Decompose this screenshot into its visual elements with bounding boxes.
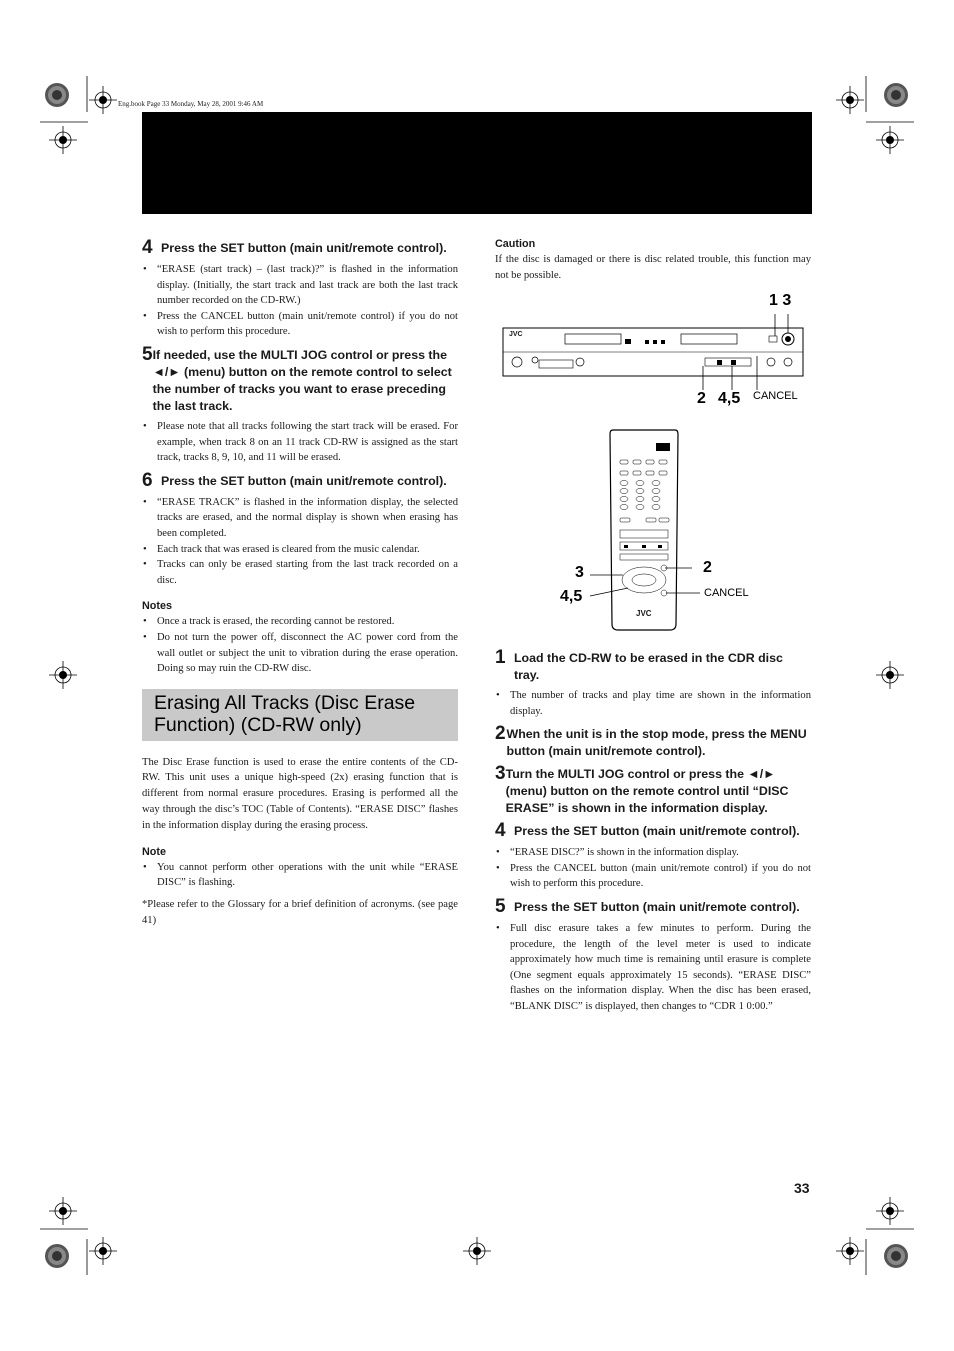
- step-number: 5: [142, 343, 153, 365]
- callout-step-2-remote: 2: [703, 559, 712, 576]
- caution-text: If the disc is damaged or there is disc related trouble, this function may not be possible.: [495, 254, 811, 281]
- remote-illustration: [560, 428, 760, 633]
- list-item: • The number of tracks and play time are shown in the information display.: [495, 688, 811, 719]
- list-item: • Full disc erasure takes a few minutes to perform. During the procedure, the length of the level meter is used to indicate approximately how much time is remaining until erasure is complete (One segment equals approximately 15 seconds). “ERASE DISC” flashes on the information display. When the disc has been erased, “BLANK DISC” is displayed, then changes to “CDR 1 0:00.”: [495, 921, 811, 1015]
- step-5-bullets: [142, 419, 458, 466]
- step-3-right: [495, 764, 811, 817]
- step-title: Press the SET button (main unit/remote control).: [161, 473, 447, 488]
- unit-brand-logo: JVC: [509, 331, 523, 338]
- note-list: [142, 860, 458, 891]
- step-4-right-bullets: [495, 845, 811, 892]
- page-header-band: [142, 112, 812, 214]
- step-title: Load the CD-RW to be erased in the CDR disc tray.: [513, 651, 783, 682]
- section-title-box: [142, 689, 458, 741]
- step-1-right: [495, 648, 811, 684]
- glossary-paragraph: *Please refer to the Glossary for a brief definition of acronyms. (see page 41): [142, 898, 458, 926]
- notes-list: [142, 614, 458, 676]
- list-item: • Press the CANCEL button (main unit/remote control) if you do not wish to perform this procedure.: [495, 861, 811, 892]
- step-5-right: [495, 897, 811, 917]
- right-column: [495, 238, 811, 284]
- section-title-line-2: Function) (CD-RW only): [154, 713, 362, 736]
- step-2-right: [495, 724, 811, 760]
- step-title: Turn the MULTI JOG control or press the ◄/► (menu) button on the remote control until “DISC ERASE” is shown in the information display.: [505, 767, 789, 816]
- step-number: 6: [142, 469, 153, 491]
- step-4-left: [142, 238, 458, 258]
- step-number: 2: [495, 723, 506, 745]
- step-number: 3: [495, 763, 506, 785]
- step-5-left: [142, 345, 458, 415]
- note-heading: Note: [142, 845, 166, 858]
- list-item: • You cannot perform other operations with the unit while “ERASE DISC” is flashing.: [142, 860, 458, 891]
- callout-step-3: 3: [575, 564, 584, 581]
- left-column: [142, 236, 458, 928]
- list-item: • Once a track is erased, the recording cannot be restored.: [142, 614, 458, 630]
- step-title: If needed, use the MULTI JOG control or press the ◄/► (menu) button on the remote control to select the number of tracks you want to erase preceding the last track.: [152, 347, 452, 413]
- remote-brand-logo: JVC: [636, 609, 652, 618]
- callout-steps-1-3: 1 3: [769, 292, 792, 309]
- step-4-right: [495, 821, 811, 841]
- step-1-bullets: [495, 688, 811, 719]
- step-title: When the unit is in the stop mode, press the MENU button (main unit/remote control).: [506, 727, 807, 759]
- list-item: • Please note that all tracks following the start track will be erased. For example, when track 8 on an 11 track CD-RW is assigned as the start track, tracks 8, 9, 10, and 11 will be erased.: [142, 419, 458, 466]
- list-item: • Do not turn the power off, disconnect the AC power cord from the wall outlet or subject the unit to vibration during the erase operation. Doing so may ruin the CD-RW disc.: [142, 630, 458, 677]
- step-number: 4: [495, 820, 506, 842]
- intro-paragraph: The Disc Erase function is used to erase the entire contents of the CD-RW. This unit uses a unique high-speed (2x) erasing function that is different from normal erasure procedures. Erasing is performed all the way through the disc’s TOC (Table of Contents). “ERASE DISC” flashes in the information display during the erasing process.: [142, 756, 458, 831]
- remote-figure: [560, 428, 760, 633]
- list-item: • Press the CANCEL button (main unit/remote control) if you do not wish to perform this procedure.: [142, 309, 458, 340]
- right-column-steps: [495, 646, 811, 1020]
- step-number: 1: [495, 647, 506, 668]
- step-4-bullets: [142, 262, 458, 340]
- step-title: Press the SET button (main unit/remote control).: [514, 899, 800, 914]
- print-header-meta: Eng.book Page 33 Monday, May 28, 2001 9:46 AM: [118, 100, 264, 108]
- notes-heading: Notes: [142, 600, 172, 613]
- callout-cancel-unit: CANCEL: [753, 390, 798, 402]
- list-item: • “ERASE DISC?” is shown in the information display.: [495, 845, 811, 861]
- main-unit-figure: [495, 290, 815, 410]
- step-number: 4: [142, 237, 153, 258]
- list-item: • “ERASE (start track) – (last track)?” is flashed in the information display. (Initially, the start track and last track are both the last track number recorded on the CD-RW.): [142, 262, 458, 309]
- step-6-left: [142, 471, 458, 491]
- step-6-bullets: [142, 495, 458, 589]
- caution-heading: Caution: [495, 238, 536, 250]
- step-5-right-bullets: [495, 921, 811, 1015]
- page-number: 33: [794, 1180, 810, 1196]
- list-item: • “ERASE TRACK” is flashed in the information display, the selected tracks are erased, and the normal display is shown when erasing has been completed.: [142, 495, 458, 542]
- callout-steps-4-5-remote: 4,5: [560, 588, 583, 605]
- callout-cancel-remote: CANCEL: [704, 587, 749, 599]
- section-title-line-1: Erasing All Tracks (Disc Erase: [154, 691, 416, 714]
- step-title: Press the SET button (main unit/remote control).: [161, 241, 447, 255]
- list-item: • Tracks can only be erased starting from the last track recorded on a disc.: [142, 557, 458, 588]
- list-item: • Each track that was erased is cleared from the music calendar.: [142, 542, 458, 558]
- callout-step-2: 2: [697, 390, 706, 407]
- step-title: Press the SET button (main unit/remote control).: [514, 824, 800, 839]
- callout-steps-4-5: 4,5: [718, 390, 741, 407]
- step-number: 5: [495, 895, 506, 917]
